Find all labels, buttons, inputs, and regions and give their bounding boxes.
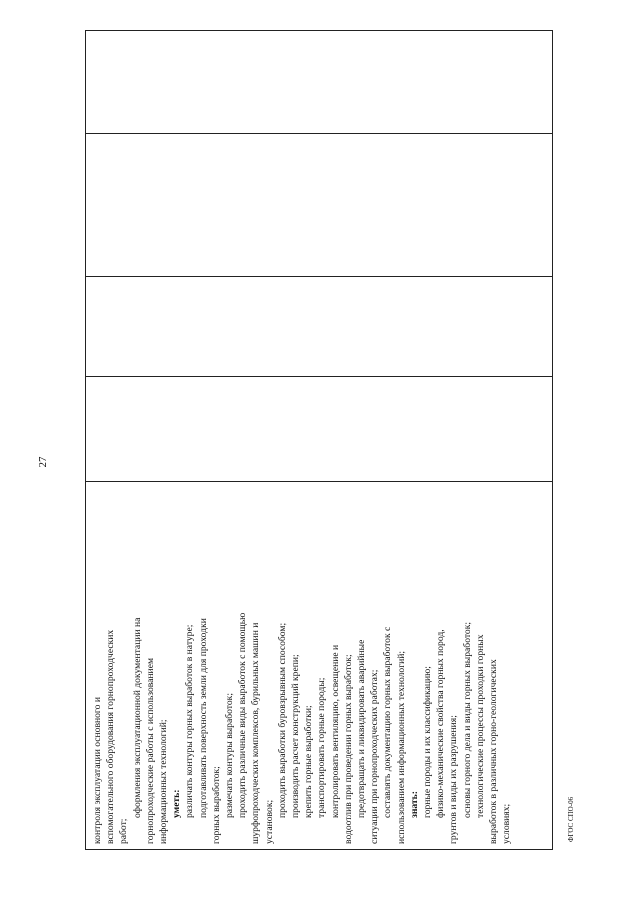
competency-cell — [91, 480, 553, 844]
text-line: ситуации при горнопроходческих работах; — [369, 669, 381, 844]
text-line: установок; — [263, 799, 275, 844]
text-line: крепить горные выработки; — [303, 705, 315, 818]
text-line: шурфопроходческих комплексов, бурильных машин и — [250, 622, 262, 844]
text-line: составлять документацию горных выработок с — [382, 626, 394, 818]
footer-code: ФГОС СПО-06 — [567, 796, 575, 842]
text-line: размечать контуры выработок; — [224, 693, 236, 818]
text-line: грунтов и виды их разрушения; — [448, 715, 460, 844]
list-item — [302, 480, 315, 844]
table-row-divider — [86, 133, 552, 134]
knowledge-list — [421, 480, 513, 844]
list-item — [461, 480, 474, 844]
list-item — [381, 480, 407, 844]
intro-block — [91, 480, 131, 844]
table-row-divider — [86, 376, 552, 377]
text-line: контроля эксплуатации основного и — [92, 697, 103, 844]
table-row-divider — [86, 276, 552, 277]
text-line: контролировать вентиляцию, освещение и — [329, 644, 341, 818]
intro-item — [131, 480, 171, 844]
text-line: подготавливать поверхность земли для проходки — [197, 618, 209, 818]
text-line: основы горного дела и виды горных выработок; — [461, 621, 473, 818]
list-item — [276, 480, 289, 844]
text-line: оформления эксплуатационной документации на — [131, 617, 143, 818]
text-line: физико-механические свойства горных пород, — [435, 629, 447, 818]
text-line: работ; — [118, 818, 130, 844]
text-line: различать контуры горных выработок в натуре; — [184, 624, 196, 818]
text-line: условиях; — [501, 803, 513, 844]
page-number: 27 — [37, 456, 49, 468]
list-item — [183, 480, 196, 844]
skills-heading: уметь: — [171, 789, 183, 818]
list-item — [197, 480, 223, 844]
text-line: горных выработок; — [210, 766, 222, 844]
text-line: водоотлив при проведении горных выработок; — [342, 654, 354, 844]
list-item — [474, 480, 514, 844]
text-line: транспортировать горные породы; — [316, 677, 328, 818]
text-line: горные породы и их классификацию; — [422, 666, 434, 818]
text-line: выработок в различных горно-геологических — [488, 659, 500, 844]
text-line: горнопроходческие работы с использованием — [144, 657, 156, 844]
list-item — [236, 480, 276, 844]
text-line: вспомогательного оборудования горнопроходческих — [105, 629, 117, 844]
text-line: производить расчет конструкций крепи; — [290, 654, 302, 818]
list-item — [329, 480, 355, 844]
list-item — [315, 480, 328, 844]
skills-list — [183, 480, 407, 844]
list-item — [421, 480, 434, 844]
list-item — [223, 480, 236, 844]
list-item — [434, 480, 460, 844]
text-line: технологические процессы проходки горных — [474, 634, 486, 818]
text-line: проходить выработки буровзрывным способом; — [276, 622, 288, 818]
list-item — [355, 480, 381, 844]
text-line: использованием информационных технологий; — [395, 650, 407, 844]
text-line: предотвращать и ликвидировать аварийные — [356, 639, 368, 818]
text-line: информационных технологий; — [158, 719, 170, 844]
text-line: проходить различные виды выработок с помощью — [237, 612, 249, 818]
knowledge-heading: знать: — [408, 791, 420, 818]
list-item — [289, 480, 302, 844]
